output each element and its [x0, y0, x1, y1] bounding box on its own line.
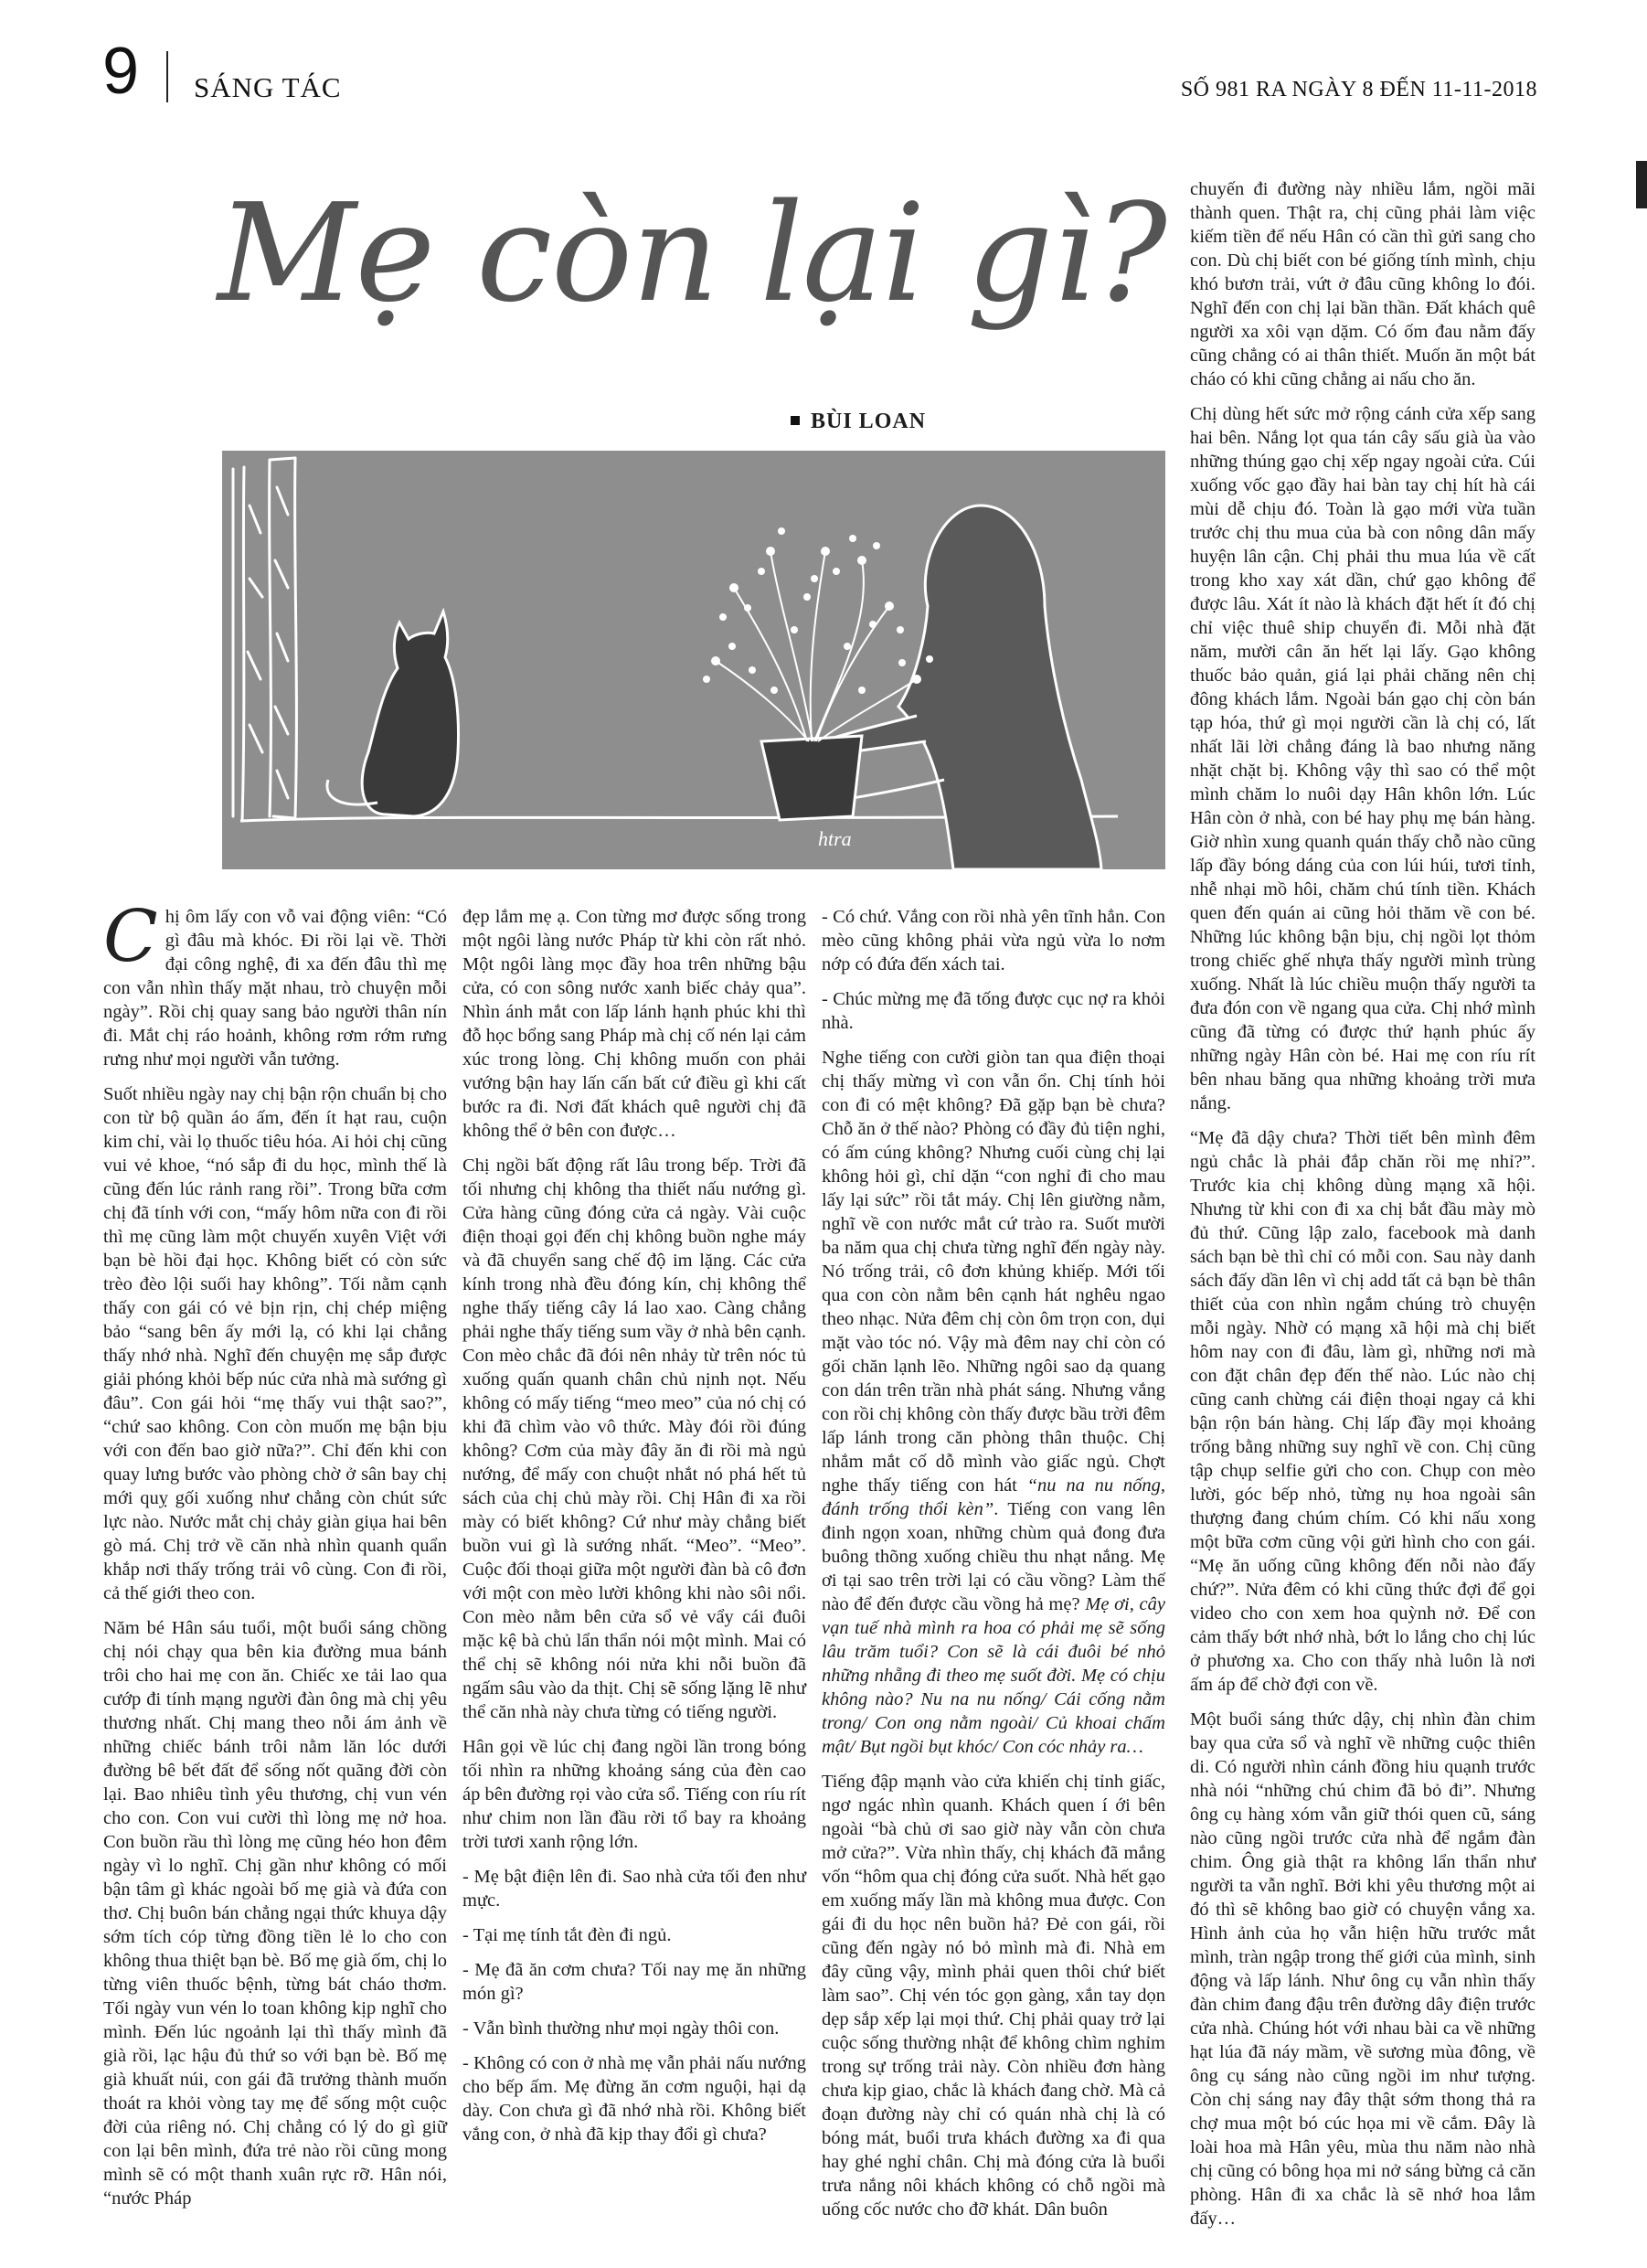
dialogue-line: - Chúc mừng mẹ đã tống được cục nợ ra khỏi nhà. — [822, 989, 1165, 1033]
paragraph: Suốt nhiều ngày nay chị bận rộn chuẩn bị cho con từ bộ quần áo ấm, đến ít hạt rau, cuộn kim chỉ, vài lọ thuốc tiêu hóa. Ai hỏi chị cũng vui vẻ khoe, “nó sắp đi du học, mình thế là cũng đến lúc rảnh rang rồi”. Trong bữa cơm chị đã tính với con, “mấy hôm nữa con đi rồi thì mẹ cũng làm một chuyến xuyên Việt với bạn bè hồi đại học. Không biết có còn sức trèo đèo lội suối hay không”. Tối nằm cạnh thấy con gái có vẻ bịn rịn, chị chép miệng bảo “sang bên ấy mới lạ, có khi lại chẳng thấy nhớ nhà. Nghĩ đến chuyện mẹ sắp được giải phóng khỏi bếp núc cửa nhà mà sướng gì đâu”. Con gái hỏi “mẹ thấy vui thật sao?”, “chứ sao không. Con còn muốn mẹ bận bịu với con đến bao giờ nữa?”. Chỉ đến khi con quay lưng bước vào phòng chờ ở sân bay chị mới quỵ gối xuống như chẳng còn chút sức lực nào. Nước mắt chị chảy giàn giụa hai bên gò má. Chị trở về căn nhà nhìn quanh quẩn khắp nơi thấy trống trải vô cùng. Con đi rồi, cả thế giới theo con. — [103, 1084, 447, 1603]
drop-cap: C — [103, 896, 158, 978]
header-page-number: 9 — [102, 35, 140, 108]
paragraph-text: Nghe tiếng con cười giòn tan qua điện thoại chị thấy mừng vì con vẫn ổn. Chị tính hỏi con đi có mệt không? Đã gặp bạn bè chưa? Chỗ ăn ở thế nào? Phòng có đầy đủ tiện nghi, có ấm cúng không? Nhưng cuối cùng chị lại không hỏi gì, chỉ dặn “con nghỉ đi cho mau lấy lại sức” rồi tắt máy. Chị lên giường nằm, nghĩ về con nước mắt cứ trào ra. Suốt mười ba năm qua chị chưa từng nghĩ đến ngày này. Nó trống trải, cô đơn khủng khiếp. Mới tối qua con còn nằm bên cạnh hát nghêu ngao theo nhạc. Nửa đêm chị còn ôm trọn con, dụi mặt vào tóc nó. Vậy mà đêm nay chỉ còn có gối chăn lạnh lẽo. Những ngôi sao dạ quang con dán trên trần nhà phát sáng. Nhưng vắng con rồi chị không còn thấy được bầu trời đêm lấp lánh trong căn phòng thân thuộc. Chị nhắm mắt cố dỗ mình vào giấc ngủ. Chợt nghe thấy tiếng con hát — [822, 1048, 1165, 1496]
article-title: Mẹ còn lại gì? — [218, 175, 1166, 332]
byline-bullet — [791, 416, 800, 425]
header-divider — [166, 51, 168, 102]
dialogue-line: - Mẹ bật điện lên đi. Sao nhà cửa tối đen như mực. — [462, 1867, 806, 1911]
paragraph-text: . Tiếng con vang lên đinh ngọn xoan, những chùm quả đong đưa buông thõng xuống chiều thu nhạt nắng. Mẹ ơi tại sao trên trời lại có cầu vồng? Làm thế nào để đến được cầu vồng hả mẹ? — [822, 1499, 1165, 1614]
paragraph: Tiếng đập mạnh vào cửa khiến chị tỉnh giấc, ngơ ngác nhìn quanh. Khách quen í ới bên ngoài “bà chủ ơi sao giờ này vẫn còn chưa mở cửa?”. Vừa nhìn thấy, chị khách đã mắng vốn “hôm qua chị đóng cửa suốt. Nhà hết gạo em xuống mấy lần mà không mua được. Con gái đi du học nên buồn hả? Đẻ con gái, rồi cũng đến ngày nó bỏ mình mà đi. Nhà em đây cũng vậy, mình phải quen thôi chứ biết làm sao”. Chị vén tóc gọn gàng, xắn tay dọn dẹp sắp xếp lại mọi thứ. Chị phải quay trở lại cuộc sống thường nhật để không chìm nghỉm trong sự trống trải này. Còn nhiều đơn hàng chưa kịp giao, chắc là khách đang chờ. Mà cả đoạn đường này chỉ có quán nhà chị là có bóng mát, buổi trưa khách đường xa đi qua hay ghé nghỉ chân. Chị mà đóng cửa là buổi trưa nắng nôi khách không có chỗ ngồi mà uống cốc nước cho đỡ khát. Dân buôn — [822, 1772, 1165, 2220]
paragraph: Hân gọi về lúc chị đang ngồi lần trong bóng tối nhìn ra những khoảng sáng của đèn cao áp bên đường rọi vào cửa sổ. Tiếng con ríu rít như chim non lần đầu rời tổ bay ra khoảng trời tươi xanh rộng lớn. — [462, 1737, 806, 1852]
header-section-title: SÁNG TÁC — [194, 71, 342, 103]
article-column-4 — [1190, 177, 1535, 2241]
illustration-drawing — [222, 451, 1165, 869]
paragraph — [103, 896, 447, 1071]
paragraph: Một buổi sáng thức dậy, chị nhìn đàn chim bay qua cửa sổ và nghĩ về những cuộc thiên di. Có người nhìn cánh đồng hiu quạnh trước nhà nói “những chú chim đã bỏ đi”. Nhưng ông cụ hàng xóm vẫn giữ thói quen cũ, sáng nào cũng ngồi trước cửa nhà để ngắm đàn chim. Ông già thật ra không lẩn thẩn như người ta vẫn nghĩ. Bởi khi yêu thương một ai đó thì sẽ không bao giờ có chuyện vắng xa. Hình ảnh của họ vẫn hiện hữu trước mắt mình, tràn ngập trong thế giới của mình, sinh động và lấp lánh. Như ông cụ vẫn nhìn thấy đàn chim đang đậu trên đường dây điện trước cửa nhà. Chúng hót với nhau bài ca về những hạt lúa đã náy mầm, về sương mùa đông, về ông cụ sáng nào cũng ngồi im như tượng. Còn chị sáng nay đây thật sớm thong thả ra chợ mua một bó cúc họa mi về cắm. Đây là loài hoa mà Hân yêu, mùa thu năm nào nhà chị cũng có bông họa mi nở sáng bừng cả căn phòng. Hân đi xa chắc là sẽ nhớ hoa lắm đấy… — [1190, 1709, 1535, 2229]
paragraph-text: hị ôm lấy con vỗ vai động viên: “Có gì đâu mà khóc. Đi rồi lại về. Thời đại công nghệ, đi xa đến đâu thì mẹ con vẫn nhìn thấy mặt nhau, trò chuyện mỗi ngày”. Rồi chị quay sang bảo người thân nín đi. Mắt chị ráo hoảnh, không rơm rớm rưng rưng như mọi người vẫn tưởng. — [103, 907, 447, 1070]
paragraph: “Mẹ đã dậy chưa? Thời tiết bên mình đêm ngủ chắc là phải đắp chăn rồi mẹ nhỉ?”. Trước kia chị không dùng mạng xã hội. Nhưng từ khi con đi xa chị bắt đầu mày mò đủ thứ. Cũng lập zalo, facebook mà danh sách bạn bè thì chỉ có mỗi con. Sau này danh sách đấy dần lên vì chị add tất cả bạn bè thân thiết của con nhìn ngắm chúng trò chuyện mỗi ngày. Nhờ có mạng xã hội mà chị biết hôm nay con đi đâu, làm gì, những nơi mà con đặt chân đẹp đến thế nào. Lúc nào chị cũng canh chừng cái điện thoại ngay cả khi bận rộn bán hàng. Chị lấp đầy mọi khoảng trống bằng những suy nghĩ về con. Chị cũng tập chụp selfie gửi cho con. Chụp con mèo lười, góc bếp nhỏ, từng nụ hoa ngoài sân thượng đang chúm chím. Có khi nấu xong một bữa cơm cũng vội gửi hình cho con gái. “Mẹ ăn uống cũng không đến nỗi nào đấy chứ?”. Nửa đêm có khi cũng thức đợi để gọi video cho con xem hoa quỳnh nở. Để con cảm thấy bớt nhớ nhà, bớt lo lắng cho chị lúc ở phương xa. Cho con thấy nhà luôn là nơi ấm áp để chờ đợi con về. — [1190, 1128, 1535, 1695]
article-illustration — [222, 451, 1165, 869]
dialogue-line: - Mẹ đã ăn cơm chưa? Tối nay mẹ ăn những món gì? — [462, 1960, 806, 2004]
page-edge-mark — [1636, 161, 1647, 208]
paragraph — [822, 1046, 1165, 1759]
dialogue-line: - Tại mẹ tính tắt đèn đi ngủ. — [462, 1925, 672, 1945]
dialogue-line: - Vẫn bình thường như mọi ngày thôi con. — [462, 2018, 780, 2039]
illustration-signature: htra — [818, 827, 852, 850]
song-lyric: Mẹ ơi, cây vạn tuế nhà mình ra hoa có phải mẹ sẽ sống lâu trăm tuổi? Con sẽ là cái đuôi bé nhỏ những nhẵng đi theo mẹ suốt đời. Mẹ có chịu không nào? Nu na nu nống/ Cái cống nằm trong/ Con ong nằm ngoài/ Củ khoai chấm mật/ Bụt ngồi bụt khóc/ Con cóc nhảy ra… — [822, 1594, 1165, 1757]
article-column-3 — [822, 905, 1165, 2232]
paragraph: Chị ngồi bất động rất lâu trong bếp. Trời đã tối nhưng chị không tha thiết nấu nướng gì. Cửa hàng cũng đóng cửa cả ngày. Vài cuộc điện thoại gọi đến chị không buồn nghe máy và đã chuyển sang chế độ im lặng. Các cửa kính trong nhà đều đóng kín, chị không thể nghe thấy tiếng cây lá lao xao. Càng chẳng phải nghe thấy tiếng sum vầy ở nhà bên cạnh. Con mèo chắc đã đói nên nhảy từ trên nóc tủ xuống quấn quanh chân chủ nịnh nọt. Nếu không có mấy tiếng “meo meo” của nó chị có khi đã chìm vào vô thức. Mày đói rồi đúng không? Cơm của mày đây ăn đi rồi mà ngủ nướng, để mấy con chuột nhắt nó phá hết tủ sách của chị chủ mày rồi. Chị Hân đi xa rồi mày có biết không? Cứ như mày chẳng biết buồn vui gì là sướng nhất. “Meo”. “Meo”. Cuộc đối thoại giữa một người đàn bà cô đơn với một con mèo lười không khi nào sôi nổi. Con mèo nằm bên cửa sổ vẻ vẩy cái đuôi mặc kệ bà chủ lẩn thẩn nói một mình. Mai có thể chị sẽ không nói nửa khi nỗi buồn đã ngấm sâu vào da thịt. Chị sẽ sống lặng lẽ như thể căn nhà này chưa từng có tiếng người. — [462, 1155, 806, 1722]
paragraph: chuyến đi đường này nhiều lắm, ngồi mãi thành quen. Thật ra, chị cũng phải làm việc kiếm tiền để nếu Hân có cần thì gửi sang cho con. Dù chị biết con bé giống tính mình, chịu khó bươn trải, vứt ở đâu cũng không lo đói. Nghĩ đến con chị lại bần thần. Đất khách quê người xa xôi vạn dặm. Có ốm đau nằm đấy cũng chẳng có ai thân thiết. Muốn ăn một bát cháo có khi cũng chẳng ai nấu cho ăn. — [1190, 179, 1535, 389]
flower-pot — [761, 736, 862, 820]
dialogue-line: - Có chứ. Vắng con rồi nhà yên tĩnh hẳn. Con mèo cũng không phải vừa ngủ vừa lo nơm nớp có đứa đến xách tai. — [822, 907, 1165, 974]
header-issue-date: SỐ 981 RA NGÀY 8 ĐẾN 11-11-2018 — [1180, 78, 1537, 101]
paragraph: Chị dùng hết sức mở rộng cánh cửa xếp sang hai bên. Nắng lọt qua tán cây sấu già ùa vào những thúng gạo chị xếp ngay ngoài cửa. Cúi xuống vốc gạo đầy hai bàn tay chị hít hà cái mùi dễ chịu đó. Toàn là gạo mới vừa tuần trước chị thu mua của bà con nông dân mấy huyện lân cận. Chị phải thu mua lúa về cất trong kho xay xát dần, chứ gạo không để được lâu. Xát ít nào là khách đặt hết ít đó chị chỉ việc thuê ship chuyển đi. Mỗi nhà đặt năm, mười cân ăn hết lại lấy. Gạo không thuốc bảo quản, giá lại phải chăng nên chị đông khách lắm. Ngoài bán gạo chị còn bán tạp hóa, thứ gì mọi người cần là chị có, lất nhất lãi lời chẳng đáng là bao nhưng năng nhặt chặt bị. Không vậy thì sao có thể một mình chăm lo nuôi dạy Hân khôn lớn. Lúc Hân còn ở nhà, con bé hay phụ mẹ bán hàng. Giờ nhìn xung quanh quán thấy chỗ nào cũng lấp đầy bóng dáng của con lúi húi, tươi tỉnh, nhễ nhại mồ hôi, chăm chú tính tiền. Khách quen đến quán ai cũng hỏi thăm về con bé. Những lúc không bận bịu, chị ngồi lọt thỏm trong chiếc ghế nhựa thấy người mình trùng xuống. Nhất là lúc chiều muộn thấy người ta đưa đón con về ngang qua cửa. Chị nhớ mình cũng đã từng có được thứ hạnh phúc ấy những ngày Hân còn bé. Hai mẹ con ríu rít bên nhau băng qua những khoảng trời mưa nắng. — [1190, 404, 1535, 1113]
paragraph: đẹp lắm mẹ ạ. Con từng mơ được sống trong một ngôi làng nước Pháp từ khi còn rất nhỏ. Một ngôi làng mọc đầy hoa trên những bậu cửa, có con sông nước xanh biếc chảy qua”. Nhìn ánh mắt con lấp lánh hạnh phúc khi thì đỗ học bổng sang Pháp mà chị cố nén lại cảm xúc trong lòng. Chị không muốn con phải vướng bận hay lấn cấn bất cứ điều gì khi cất bước ra đi. Nơi đất khách quê người chị đã không thể ở bên con được… — [462, 907, 806, 1141]
dialogue-line: - Không có con ở nhà mẹ vẫn phải nấu nướng cho bếp ấm. Mẹ đừng ăn cơm nguội, hại dạ dày. Con chưa gì đã nhớ nhà rồi. Không biết vắng con, ở nhà đã kịp thay đổi gì chưa? — [462, 2053, 806, 2145]
song-lyric: “nu na nu nống, đánh trống thổi kèn” — [822, 1475, 1166, 1519]
article-column-1 — [103, 896, 447, 2221]
author-name: BÙI LOAN — [811, 410, 927, 433]
article-column-2 — [462, 905, 806, 2157]
byline — [791, 410, 926, 432]
paragraph: Năm bé Hân sáu tuổi, một buổi sáng chồng chị nói chạy qua bên kia đường mua bánh trôi cho hai mẹ con ăn. Chiếc xe tải lao qua cướp đi tính mạng người đàn ông mà chị yêu thương nhất. Chị mang theo nỗi ám ảnh về những chiếc bánh trôi nằm lăn lóc dưới đường bê bết đất để sống nốt quãng đời còn lại. Bao nhiêu tình yêu thương, chị vun vén cho con. Con vui cười thì lòng mẹ nở hoa. Con buồn rầu thì lòng mẹ cũng héo hon đêm ngày vì lo nghĩ. Chị gần như không có mối bận tâm gì khác ngoài bố mẹ già và đứa con thơ. Chị buôn bán chẳng ngại thức khuya dậy sớm tích cóp từng đồng tiền lẻ lo cho con không thua thiệt bạn bè. Bố mẹ già ốm, chị lo từng viên thuốc bệnh, từng bát cháo thơm. Tối ngày vun vén lo toan không kịp nghĩ cho mình. Đến lúc ngoảnh lại thì thấy mình đã già rồi, lạc hậu đủ thứ so với bạn bè. Bố mẹ già khuất núi, con gái đã trưởng thành muốn thoát ra khỏi vòng tay mẹ để sống một cuộc đời của riêng nó. Chị chẳng có lý do gì giữ con lại bên mình, đứa trẻ nào rồi cũng mong mình sẽ có một thanh xuân rực rỡ. Hân nói, “nước Pháp — [103, 1618, 447, 2209]
